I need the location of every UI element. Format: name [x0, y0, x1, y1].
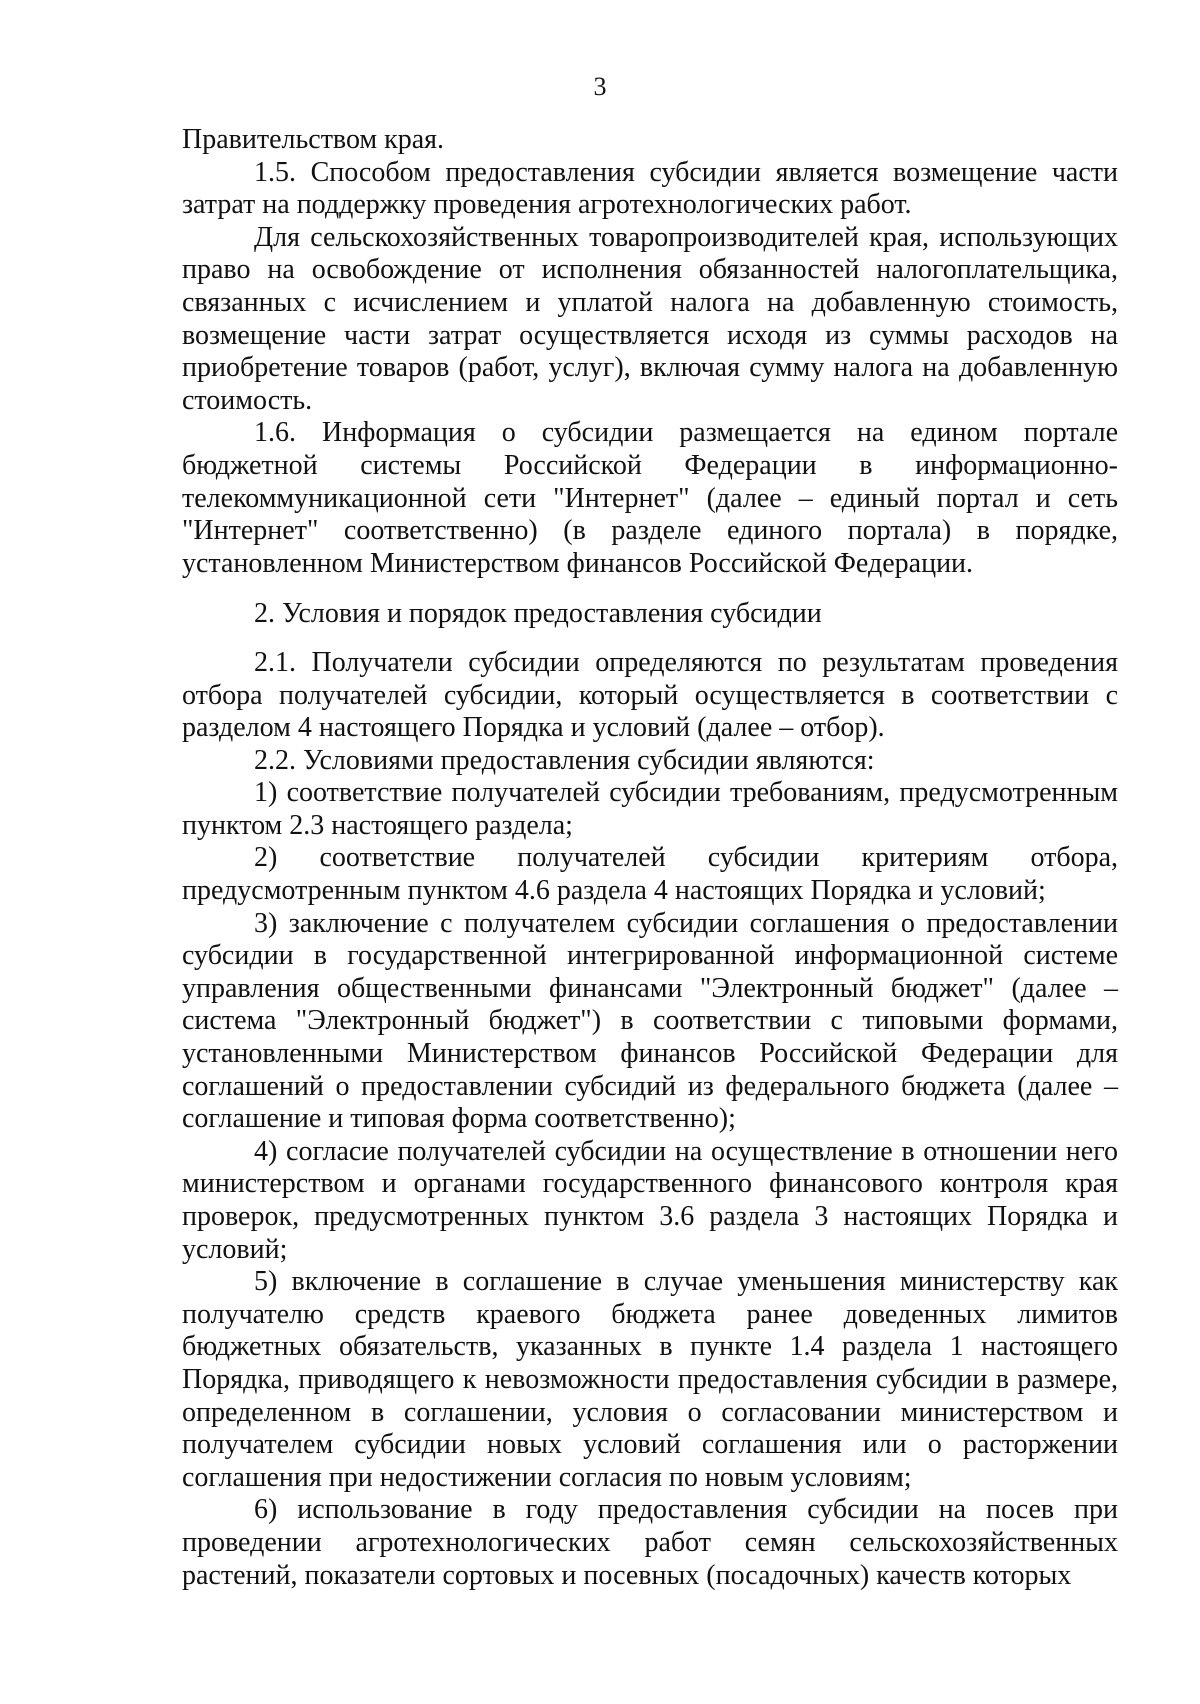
- paragraph-2-2: 2.2. Условиями предоставления субсидии являются:: [254, 744, 875, 776]
- paragraph-1-5: 1.5. Способом предоставления субсидии является возмещение части затрат на поддержку проведения агротехнологических работ.: [182, 156, 1118, 221]
- list-item-1: 1) соответствие получателей субсидии требованиям, предусмотренным пунктом 2.3 настоящего раздела;: [182, 777, 1118, 841]
- list-item-5: 5) включение в соглашение в случае уменьшения министерству как получателю средств краевого бюджета ранее доведенных лимитов бюджетных обязательств, указанных в пункте 1.4 раздела 1 настоящего Порядка, приводящего к невозможности предоставления субсидии в размере, определенном в соглашении, условия о согласовании министерством и получателем субсидии новых условий соглашения или о расторжении соглашения при недостижении согласия по новым условиям;: [182, 1266, 1118, 1493]
- list-item-3: 3) заключение с получателем субсидии соглашения о предоставлении субсидии в государственной интегрированной информационной системе управления общественными финансами "Электронный бюджет" (далее – система "Электронный бюджет") в соответствии с типовыми формами, установленными Министерством финансов Российской Федерации для соглашений о предоставлении субсидий из федерального бюджета (далее – соглашение и типовая форма соответственно);: [182, 907, 1118, 1135]
- list-item-6: 6) использование в году предоставления субсидии на посев при проведении агротехнологических работ семян сельскохозяйственных растений, показатели сортовых и посевных (посадочных) качеств которых: [182, 1494, 1118, 1591]
- list-item-4: 4) согласие получателей субсидии на осуществление в отношении него министерством и органами государственного финансового контроля края проверок, предусмотренных пунктом 3.6 раздела 3 настоящих Порядка и условий;: [182, 1135, 1118, 1265]
- paragraph-2-1: 2.1. Получатели субсидии определяются по результатам проведения отбора получателей субсидии, который осуществляется в соответствии с разделом 4 настоящего Порядка и условий (далее – отбор).: [182, 646, 1118, 744]
- section-heading: 2. Условия и порядок предоставления субсидии: [254, 598, 822, 630]
- document-body: [182, 124, 1118, 1592]
- list-item-2: 2) соответствие получателей субсидии критериям отбора, предусмотренным пунктом 4.6 раздела 4 настоящих Порядка и условий;: [182, 842, 1118, 907]
- page-number: 3: [593, 72, 607, 101]
- paragraph-continuation: Правительством края.: [182, 124, 445, 155]
- paragraph-1-6: 1.6. Информация о субсидии размещается на едином портале бюджетной системы Российской Федерации в информационно-телекоммуникационной сети "Интернет" (далее – единый портал и сеть "Интернет" соответственно) (в разделе единого портала) в порядке, установленном Министерством финансов Российской Федерации.: [182, 417, 1118, 579]
- paragraph-vat-note: Для сельскохозяйственных товаропроизводителей края, использующих право на освобождение от исполнения обязанностей налогоплательщика, связанных с исчислением и уплатой налога на добавленную стоимость, возмещение части затрат осуществляется исходя из суммы расходов на приобретение товаров (работ, услуг), включая сумму налога на добавленную стоимость.: [182, 221, 1118, 416]
